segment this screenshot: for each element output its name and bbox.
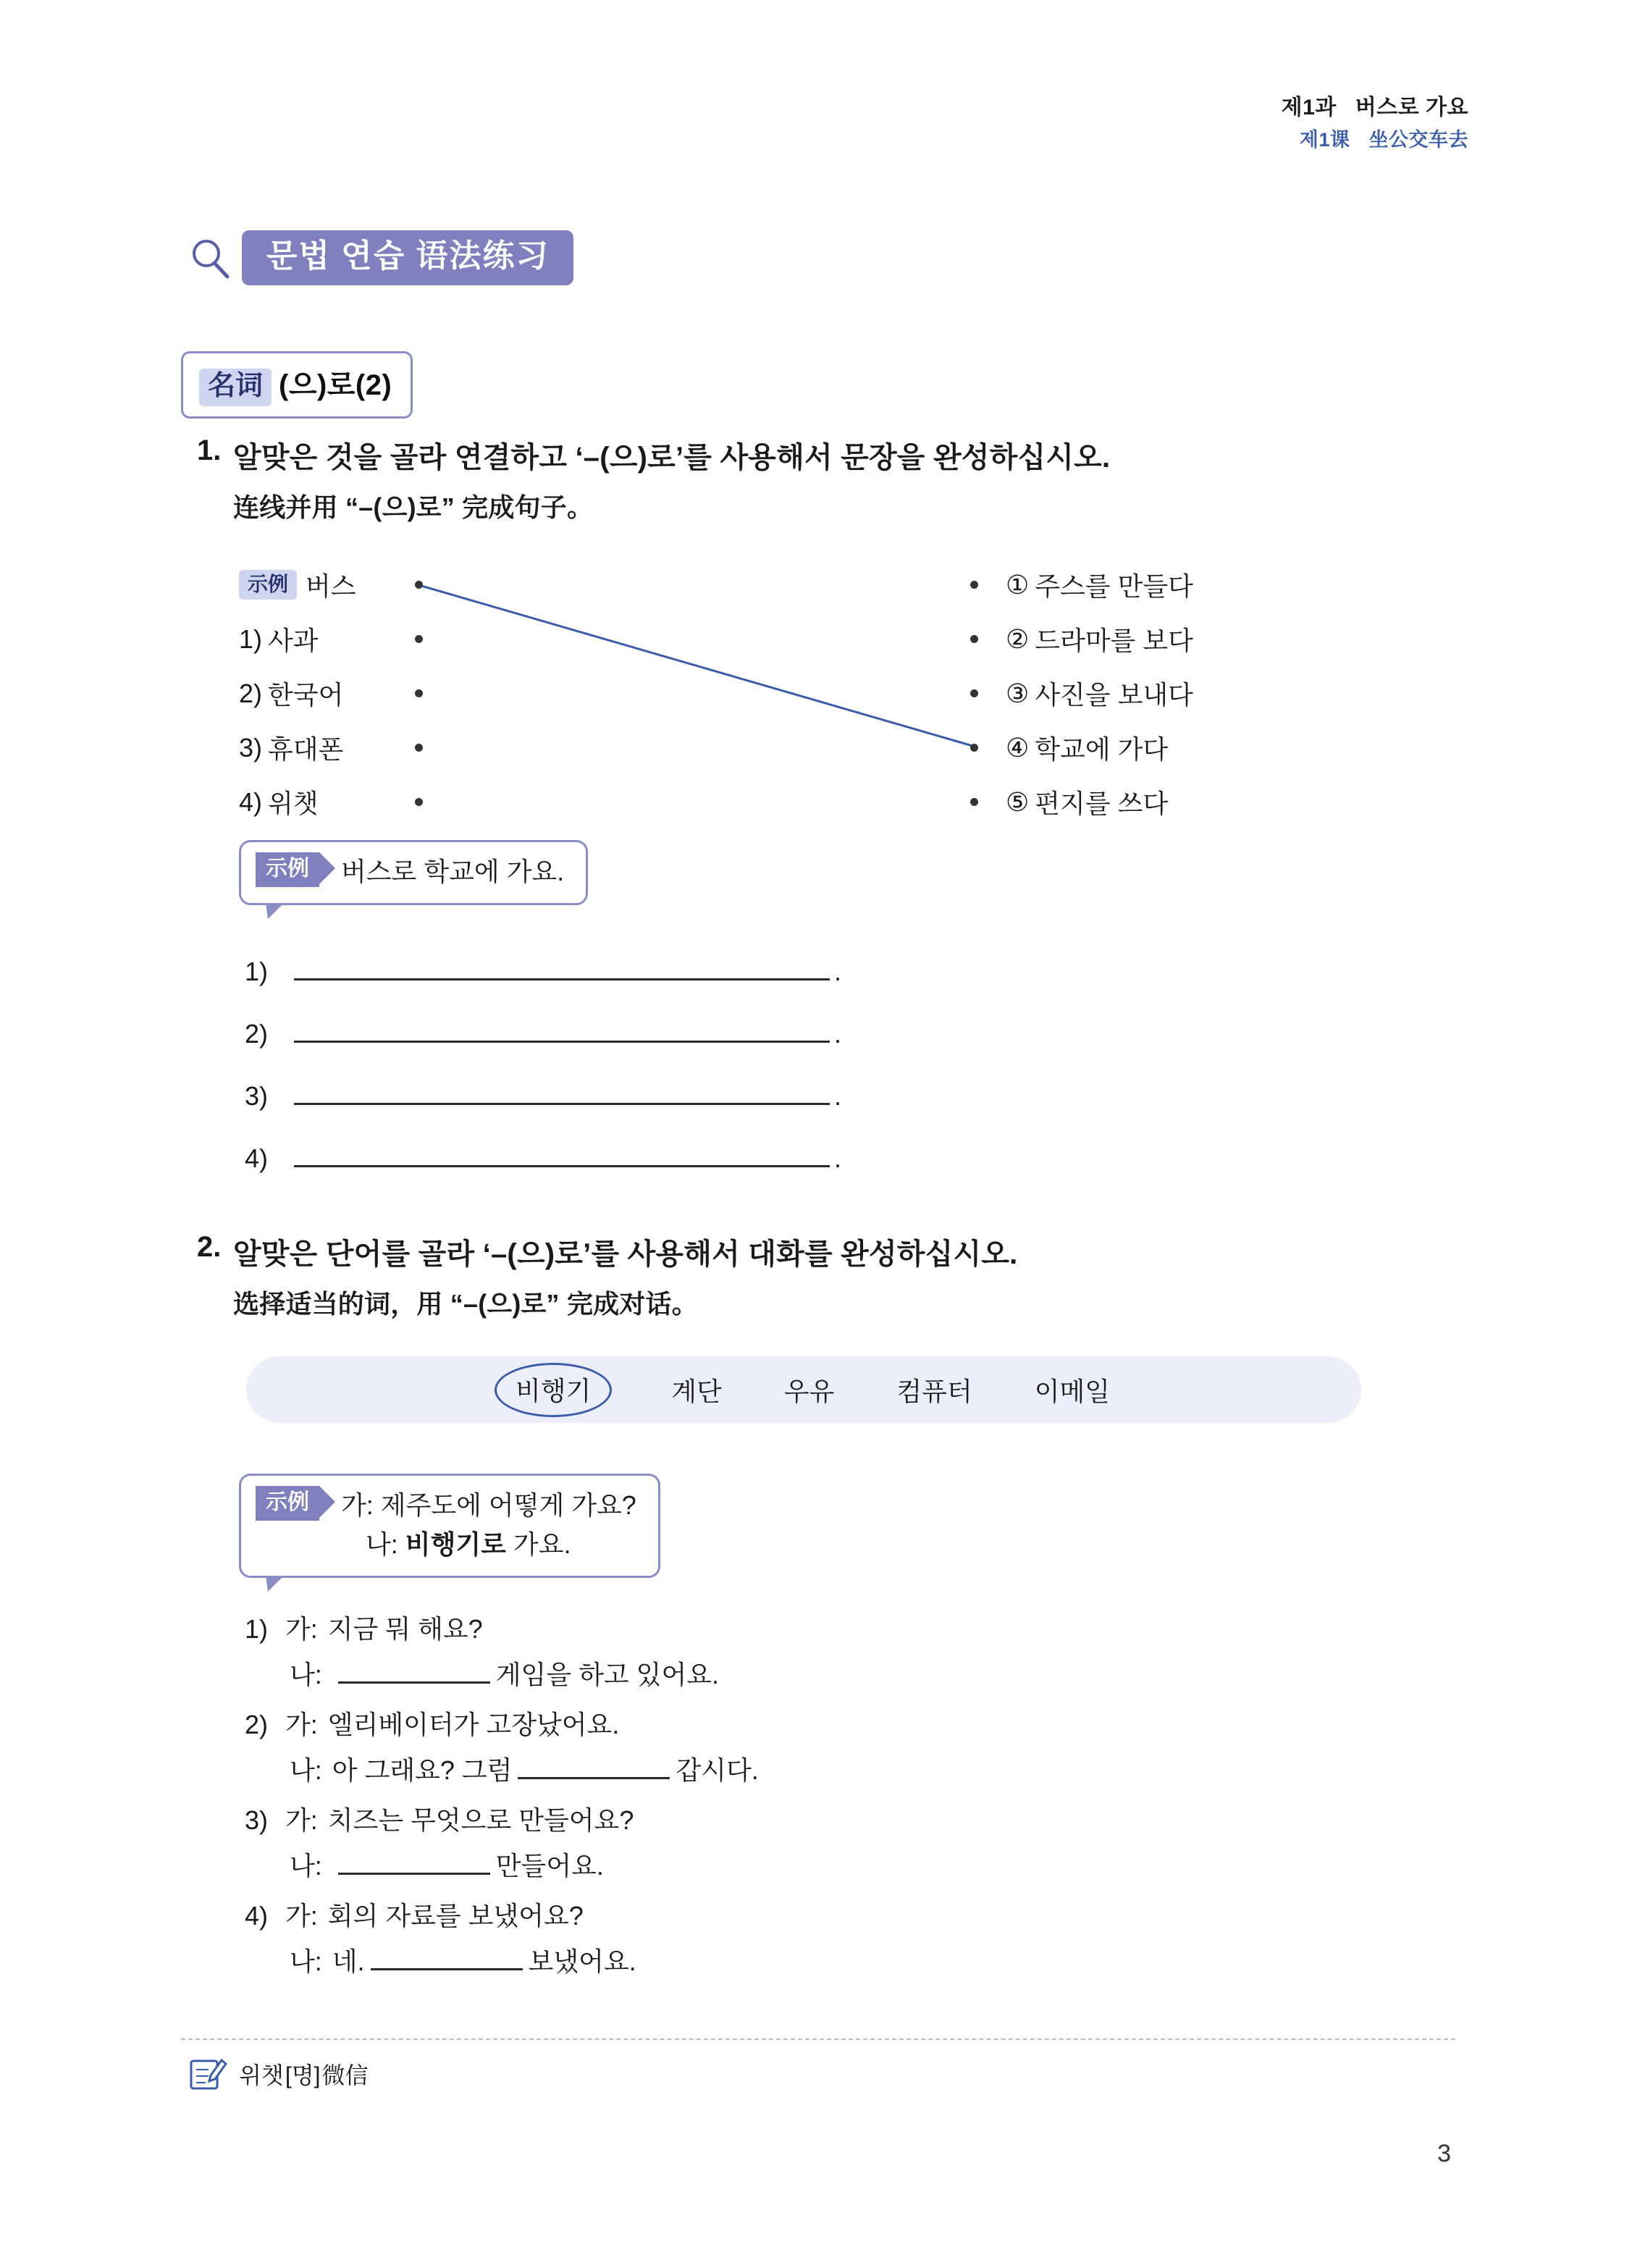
answer-line-2[interactable] <box>294 1015 830 1043</box>
match-dot-right-1[interactable] <box>970 635 978 643</box>
match-left-label-2: 한국어 <box>268 680 344 710</box>
section-title-label: 문법 연습 语法练习 <box>242 230 573 285</box>
q2-dialogue-list <box>245 1609 759 1991</box>
answer-num-2: 2) <box>245 1019 269 1049</box>
footnote-gloss: 微信 <box>321 2062 369 2088</box>
question-2-korean: 알맞은 단어를 골라 ‘–(으)로’를 사용해서 대화를 완성하십시오. <box>233 1238 1018 1270</box>
pencil-note-icon <box>187 2054 227 2094</box>
grammar-pos-tag: 名词 <box>199 369 272 406</box>
answer-period-2: . <box>834 1019 842 1049</box>
match-dot-right-2[interactable] <box>970 689 978 697</box>
word-bank-item-3[interactable]: 컴퓨터 <box>896 1376 972 1406</box>
dialogue-2-num: 2) <box>245 1710 269 1739</box>
match-left-num-3: 3) <box>239 732 263 763</box>
match-right-item-1[interactable] <box>970 612 1405 666</box>
dialogue-3-speaker-b: 나: <box>290 1851 322 1881</box>
q1-answer-blanks[interactable] <box>245 952 841 1201</box>
match-left-label-1: 사과 <box>268 626 319 655</box>
match-left-label-0: 버스 <box>306 571 356 601</box>
header-ko-title: 버스로 가요 <box>1355 96 1468 119</box>
answer-num-4: 4) <box>245 1143 269 1173</box>
dialogue-2-text-b-after: 갑시다. <box>676 1755 759 1785</box>
q1-example-answer: 버스로 학교에 가요. <box>341 857 565 886</box>
word-bank-item-0[interactable]: 비행기 <box>495 1363 612 1417</box>
dialogue-1-text-b: 게임을 하고 있어요. <box>495 1660 719 1689</box>
match-dot-right-0[interactable] <box>970 581 978 589</box>
footnote <box>187 2054 369 2094</box>
question-2 <box>197 1231 1017 1321</box>
dialogue-1-speaker-a: 가: <box>285 1614 318 1644</box>
dialogue-2-speaker-a: 가: <box>285 1710 318 1739</box>
match-left-num-4: 4) <box>239 786 263 817</box>
match-right-mark-3: ④ <box>1006 732 1030 763</box>
grammar-pattern: (으)로(2) <box>279 369 392 401</box>
dialogue-4-text-a: 회의 자료를 보냈어요? <box>327 1901 584 1931</box>
match-item-3[interactable] <box>239 721 543 775</box>
magnifier-icon <box>187 235 233 281</box>
word-bank-item-2[interactable]: 우유 <box>783 1376 835 1406</box>
match-right-mark-1: ② <box>1006 623 1030 654</box>
answer-row-3[interactable] <box>245 1077 841 1112</box>
dialogue-2 <box>245 1705 759 1787</box>
dialogue-2-text-a: 엘리베이터가 고장났어요. <box>327 1710 620 1739</box>
header-chinese <box>1282 125 1468 156</box>
question-1-korean: 알맞은 것을 골라 연결하고 ‘–(으)로’를 사용해서 문장을 완성하십시오. <box>233 442 1111 474</box>
dialogue-1 <box>245 1609 759 1692</box>
q2-example-line-b-rest: 가요. <box>513 1529 571 1559</box>
example-tag: 示例 <box>239 570 297 600</box>
q1-example-flag: 示例 <box>256 852 319 887</box>
footnote-word: 위챗 <box>239 2062 284 2088</box>
question-1-chinese: 连线并用 “–(으)로” 完成句子。 <box>233 492 594 522</box>
answer-period-4: . <box>834 1143 842 1173</box>
q2-example-speaker-a: 가: <box>341 1490 374 1520</box>
word-bank-item-1[interactable]: 계단 <box>671 1376 722 1406</box>
match-right-label-1: 드라마를 보다 <box>1035 626 1193 655</box>
grammar-point-box <box>181 351 413 419</box>
dialogue-3 <box>245 1800 759 1883</box>
dialogue-3-num: 3) <box>245 1805 269 1835</box>
match-right-item-3[interactable] <box>970 721 1405 775</box>
match-dot-left-3[interactable] <box>415 744 423 752</box>
matching-left-column <box>239 558 543 829</box>
footnote-pos: [명] <box>285 2062 321 2088</box>
matching-exercise[interactable] <box>239 558 1193 818</box>
dialogue-1-speaker-b: 나: <box>290 1660 322 1689</box>
section-title <box>187 230 573 285</box>
answer-line-4[interactable] <box>294 1139 830 1167</box>
footnote-divider <box>181 2038 1455 2040</box>
question-1 <box>197 434 1110 524</box>
match-dot-right-3[interactable] <box>970 744 978 752</box>
q2-example-speaker-b: 나: <box>366 1529 398 1559</box>
dialogue-4 <box>245 1896 759 1978</box>
matching-right-column <box>970 558 1405 829</box>
dialogue-4-speaker-a: 가: <box>285 1901 318 1931</box>
q2-example-box <box>239 1474 660 1578</box>
match-right-mark-0: ① <box>1006 569 1030 600</box>
match-right-item-2[interactable] <box>970 666 1405 721</box>
match-dot-left-0[interactable] <box>415 581 423 589</box>
match-item-4[interactable] <box>239 775 543 829</box>
match-item-1[interactable] <box>239 612 543 666</box>
match-left-num-2: 2) <box>239 678 263 708</box>
dialogue-3-blank[interactable] <box>338 1848 490 1875</box>
page-header <box>1282 91 1468 155</box>
page-number: 3 <box>1437 2140 1451 2167</box>
match-right-label-3: 학교에 가다 <box>1035 734 1169 764</box>
dialogue-4-speaker-b: 나: <box>290 1946 322 1976</box>
match-item-example[interactable] <box>239 558 543 612</box>
match-left-label-4: 위챗 <box>268 789 319 818</box>
dialogue-2-speaker-b: 나: <box>290 1755 322 1785</box>
question-1-number: 1. <box>197 434 222 466</box>
match-right-item-4[interactable] <box>970 775 1405 829</box>
match-dot-left-1[interactable] <box>415 635 423 643</box>
answer-num-1: 1) <box>245 957 269 986</box>
match-dot-left-4[interactable] <box>415 798 423 806</box>
dialogue-4-text-b-after: 보냈어요. <box>528 1946 636 1976</box>
q2-example-flag: 示例 <box>256 1486 319 1521</box>
question-2-chinese: 选择适当的词，用 “–(으)로” 完成对话。 <box>233 1289 698 1319</box>
answer-num-3: 3) <box>245 1081 269 1111</box>
header-zh-title: 坐公交车去 <box>1368 128 1468 151</box>
dialogue-1-text-a: 지금 뭐 해요? <box>327 1614 483 1644</box>
answer-row-1[interactable] <box>245 952 841 987</box>
match-left-label-3: 휴대폰 <box>268 734 344 764</box>
answer-line-3[interactable] <box>294 1077 830 1105</box>
match-right-mark-4: ⑤ <box>1006 786 1030 817</box>
header-zh-lesson: 제1课 <box>1299 128 1350 151</box>
word-bank <box>246 1356 1361 1423</box>
dialogue-4-text-b-before: 네. <box>332 1946 365 1976</box>
header-ko-lesson: 제1과 <box>1281 96 1337 119</box>
dialogue-2-blank[interactable] <box>518 1752 670 1779</box>
match-dot-left-2[interactable] <box>415 689 423 697</box>
answer-line-1[interactable] <box>294 952 830 980</box>
word-bank-item-4[interactable]: 이메일 <box>1034 1376 1111 1406</box>
dialogue-3-text-a: 치즈는 무엇으로 만들어요? <box>327 1805 634 1835</box>
dialogue-3-text-b: 만들어요. <box>495 1851 604 1881</box>
header-korean <box>1282 91 1468 125</box>
answer-row-2[interactable] <box>245 1015 841 1049</box>
match-right-item-0[interactable] <box>970 558 1405 612</box>
match-right-label-0: 주스를 만들다 <box>1035 571 1193 601</box>
answer-period-1: . <box>834 957 842 986</box>
match-item-2[interactable] <box>239 666 543 721</box>
match-right-mark-2: ③ <box>1006 678 1030 708</box>
q1-example-box <box>239 840 588 905</box>
match-right-label-4: 편지를 쓰다 <box>1035 789 1169 818</box>
dialogue-1-num: 1) <box>245 1614 269 1644</box>
answer-row-4[interactable] <box>245 1139 841 1174</box>
question-2-number: 2. <box>197 1231 222 1263</box>
dialogue-2-text-b-before: 아 그래요? 그럼 <box>332 1755 513 1785</box>
dialogue-3-speaker-a: 가: <box>285 1805 318 1835</box>
answer-period-3: . <box>834 1081 842 1111</box>
dialogue-4-blank[interactable] <box>371 1944 523 1970</box>
q2-example-text <box>341 1486 636 1564</box>
match-left-num-1: 1) <box>239 623 263 654</box>
q2-example-line-a: 제주도에 어떻게 가요? <box>380 1490 636 1520</box>
match-dot-right-4[interactable] <box>970 798 978 806</box>
dialogue-4-num: 4) <box>245 1901 269 1931</box>
dialogue-1-blank[interactable] <box>338 1657 490 1684</box>
match-right-label-2: 사진을 보내다 <box>1035 680 1193 710</box>
q2-example-answer-word: 비행기로 <box>405 1529 506 1559</box>
